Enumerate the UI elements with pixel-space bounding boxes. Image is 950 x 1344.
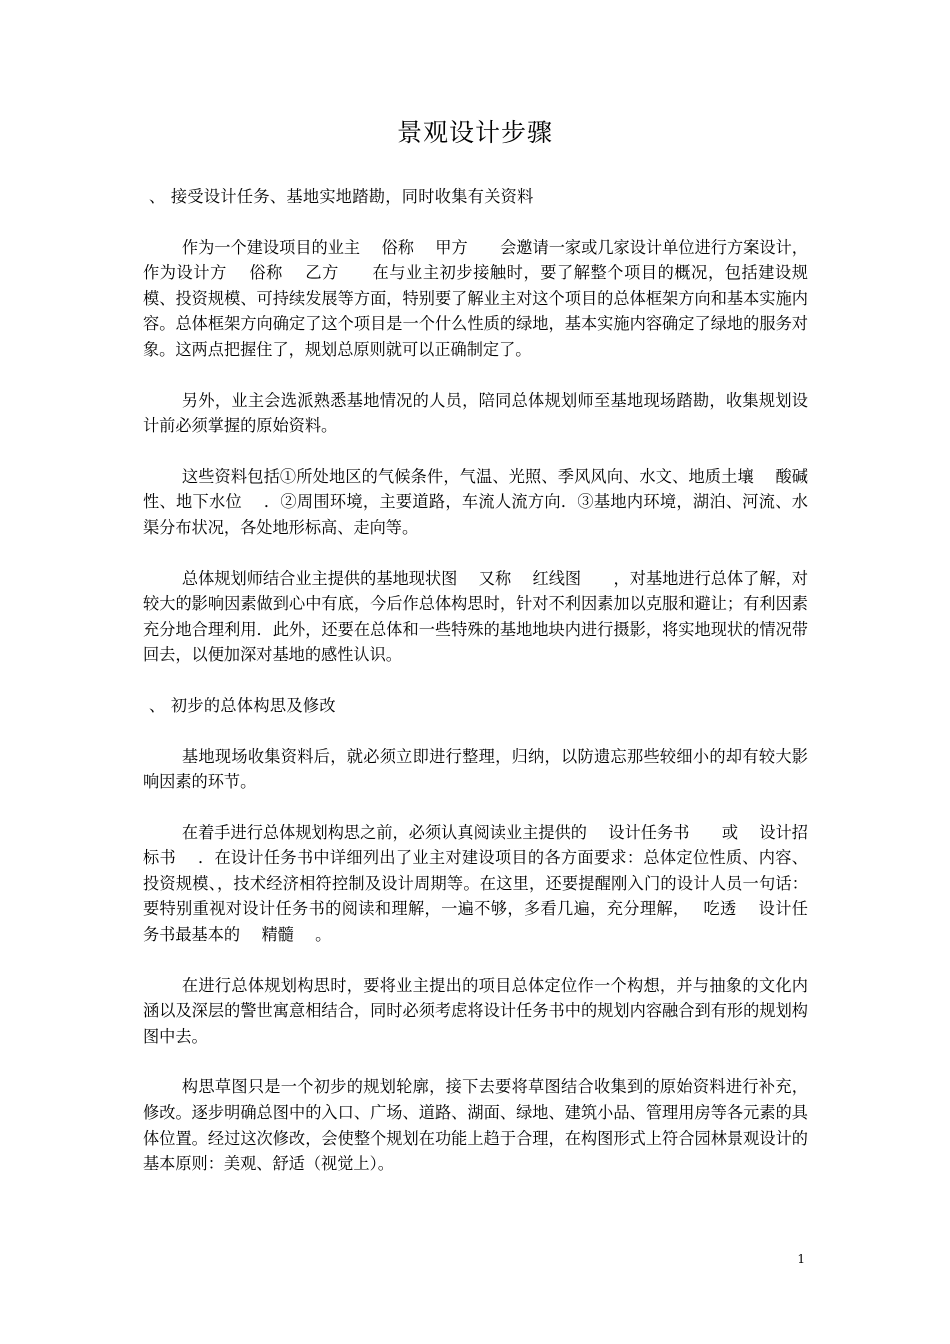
section-2-paragraph-3: 在进行总体规划构思时，要将业主提出的项目总体定位作一个构想，并与抽象的文化内涵以及深层的警世寓意相结合，同时必须考虑将设计任务书中的规划内容融合到有形的规划构图中去。 [143, 975, 808, 1046]
section-2-paragraph-1: 基地现场收集资料后，就必须立即进行整理，归纳，以防遗忘那些较细小的却有较大影响因素的环节。 [143, 746, 808, 792]
section-1-paragraph-2: 另外，业主会选派熟悉基地情况的人员，陪同总体规划师至基地现场踏勘，收集规划设计前必须掌握的原始资料。 [143, 390, 808, 436]
section-heading-1: 、 接受设计任务、基地实地踏勘，同时收集有关资料 [149, 187, 534, 206]
section-2-paragraph-4: 构思草图只是一个初步的规划轮廓，接下去要将草图结合收集到的原始资料进行补充，修改。逐步明确总图中的入口、广场、道路、湖面、绿地、建筑小品、管理用房等各元素的具体位置。经过这次修改，会使整个规划在功能上趋于合理，在构图形式上符合园林景观设计的基本原则：美观、舒适（视觉上）。 [143, 1077, 808, 1174]
section-1-paragraph-4: 总体规划师结合业主提供的基地现状图 又称 红线图 ，对基地进行总体了解，对较大的影响因素做到心中有底，今后作总体构思时，针对不利因素加以克服和避让；有利因素充分地合理利用．此外，还要在总体和一些特殊的基地地块内进行摄影，将实地现状的情况带回去，以便加深对基地的感性认识。 [143, 568, 808, 665]
page-title: 景观设计步骤 [396, 118, 553, 147]
page-number: 1 [797, 1252, 805, 1266]
document-body [143, 184, 808, 1202]
section-1-paragraph-1: 作为一个建设项目的业主 俗称 甲方 会邀请一家或几家设计单位进行方案设计，作为设计方 俗称 乙方 在与业主初步接触时，要了解整个项目的概况，包括建设规模、投资规模、可持续发展等方面，特别要了解业主对这个项目的总体框架方向和基本实施内容。总体框架方向确定了这个项目是一个什么性质的绿地，基本实施内容确定了绿地的服务对象。这两点把握住了，规划总原则就可以正确制定了。 [143, 237, 808, 359]
section-heading-2: 、 初步的总体构思及修改 [149, 695, 336, 715]
section-2-paragraph-2: 在着手进行总体规划构思之前，必须认真阅读业主提供的 设计任务书 或 设计招标书 ．在设计任务书中详细列出了业主对建设项目的各方面要求：总体定位性质、内容、投资规模、，技术经济相符控制及设计周期等。在这里，还要提醒刚入门的设计人员一句话：要特别重视对设计任务书的阅读和理解，一遍不够，多看几遍，充分理解， 吃透 设计任务书最基本的 精髓 。 [143, 822, 808, 945]
section-1-paragraph-3: 这些资料包括①所处地区的气候条件，气温、光照、季风风向、水文、地质土壤 酸碱性、地下水位 ．②周围环境，主要道路，车流人流方向．③基地内环境，湖泊、河流、水渠分布状况，各处地形标高、走向等。 [143, 466, 808, 537]
